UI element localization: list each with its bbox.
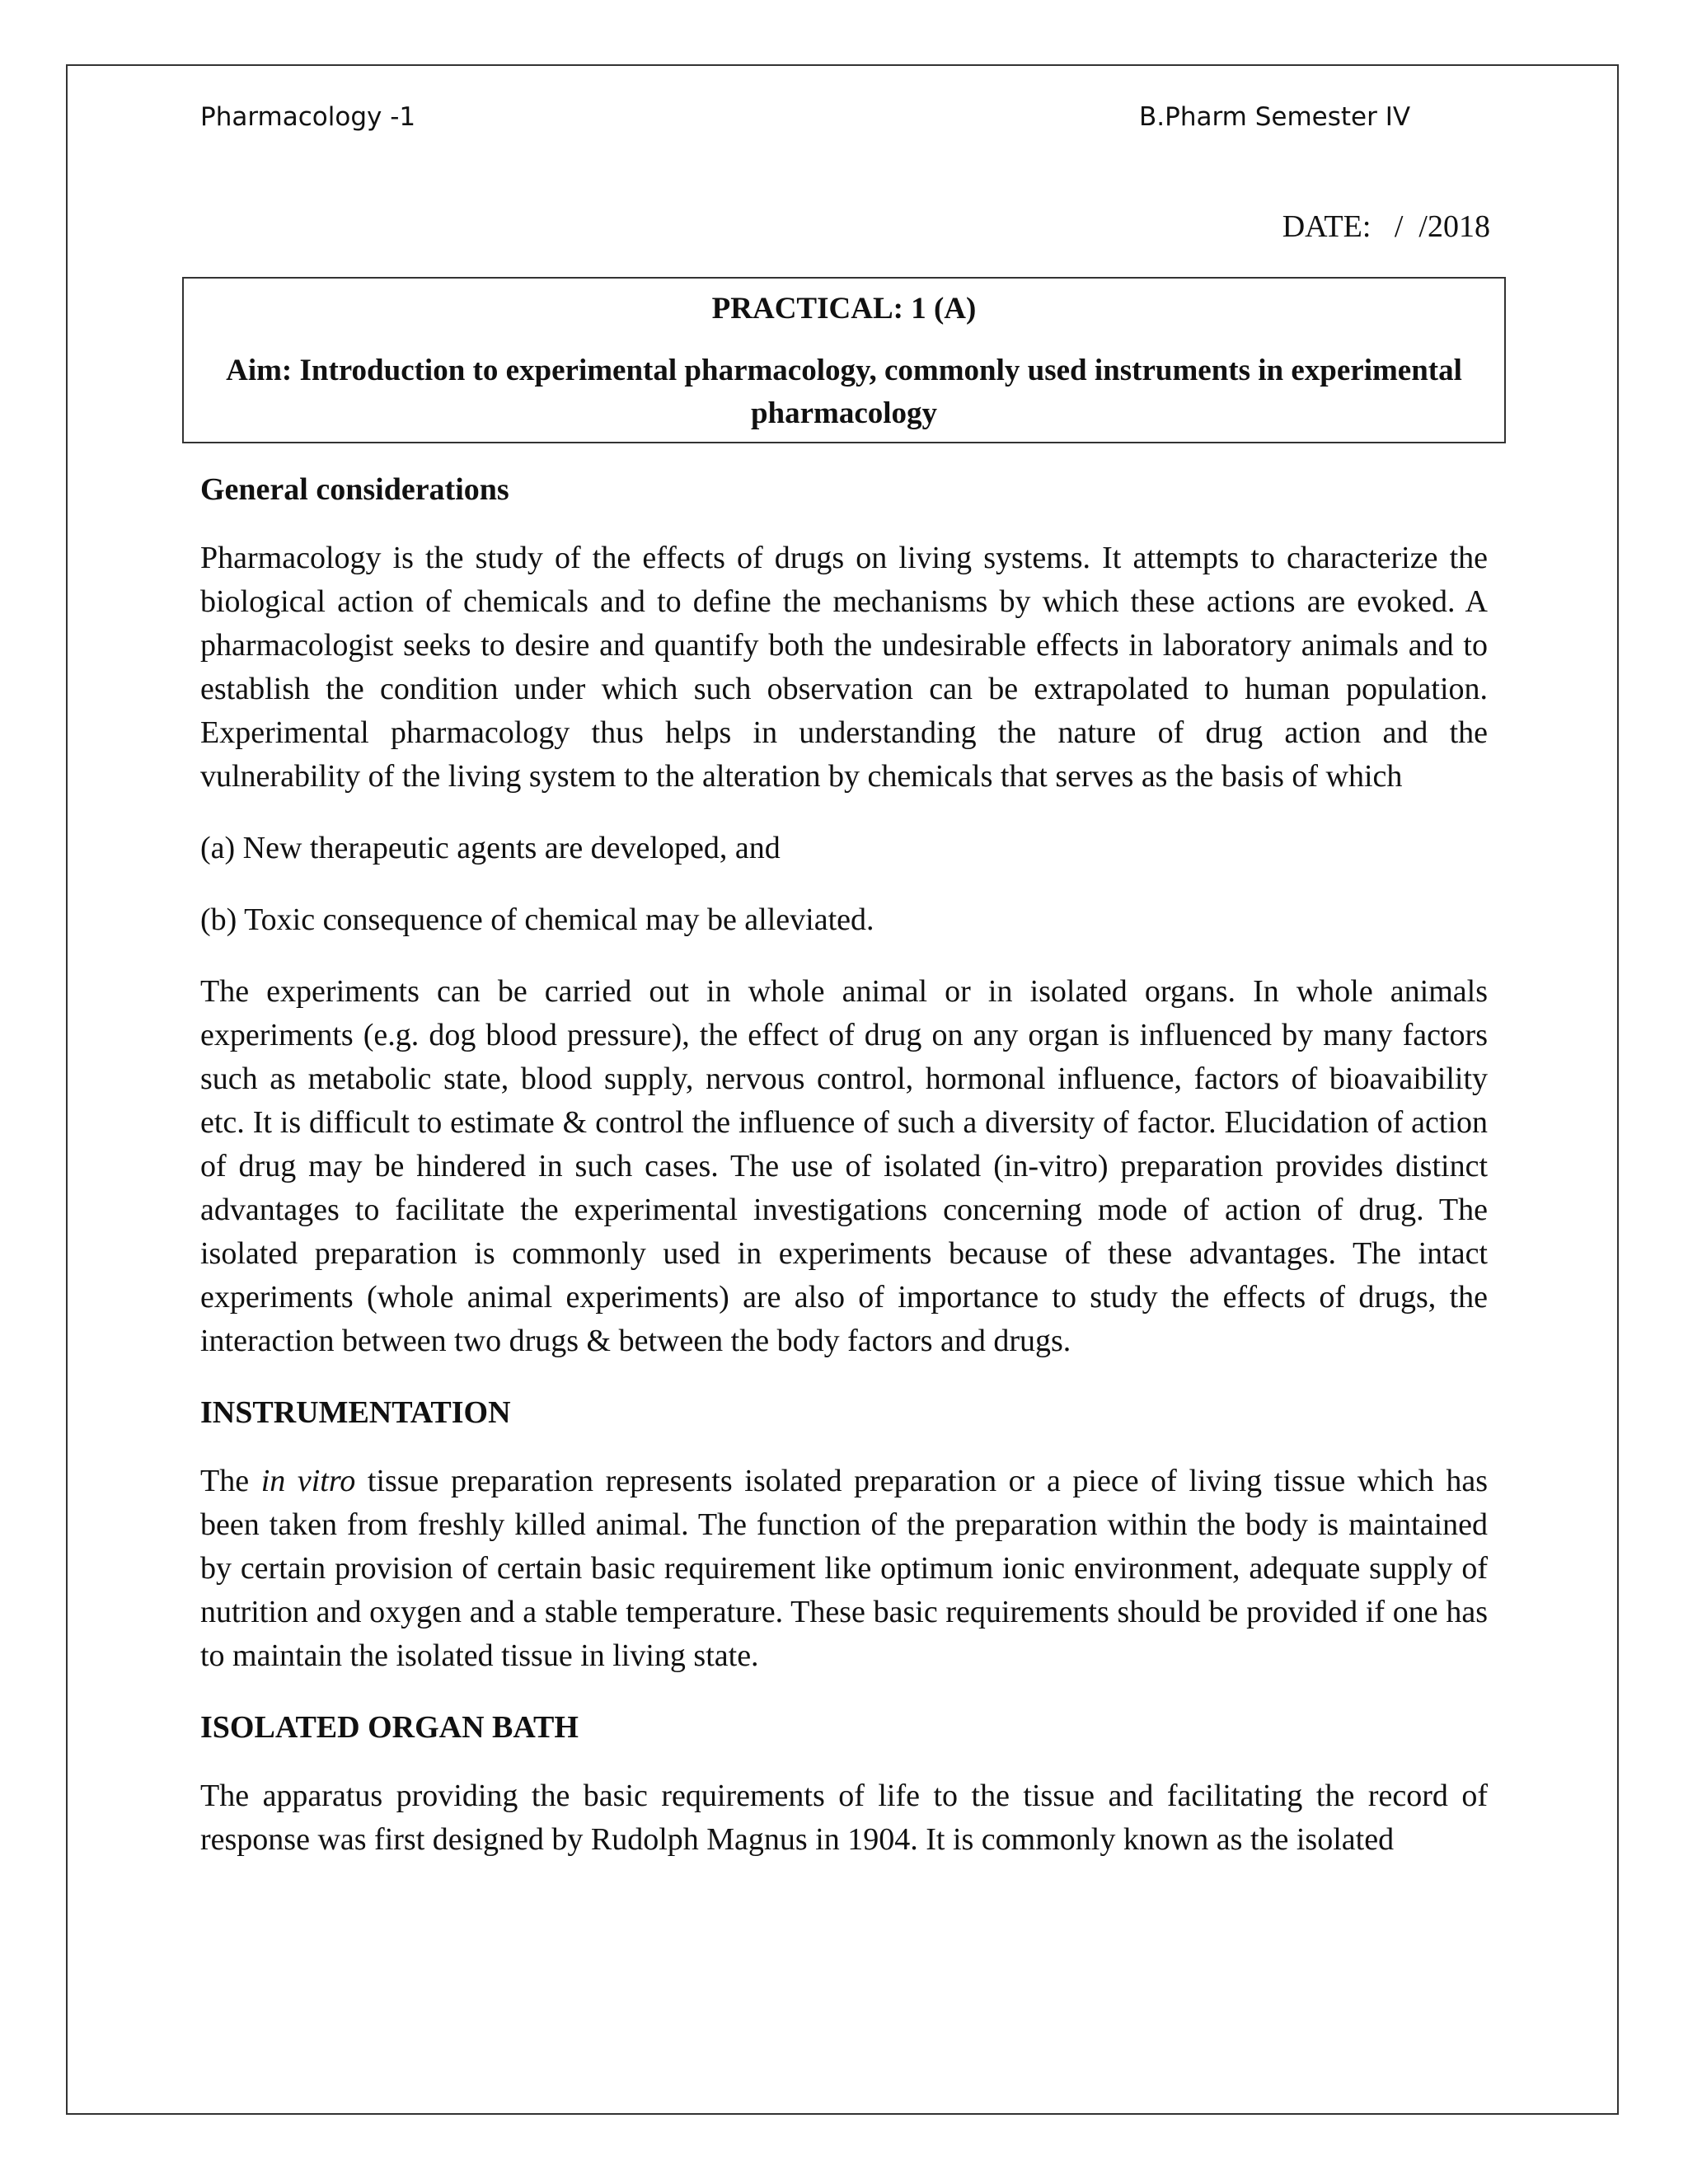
section-heading-instrumentation: INSTRUMENTATION <box>200 1395 511 1430</box>
header-course-title: Pharmacology -1 <box>200 102 416 132</box>
practical-number: PRACTICAL: 1 (A) <box>711 292 977 326</box>
instrumentation-text-start: The <box>200 1464 261 1498</box>
practical-title-box <box>182 277 1506 443</box>
paragraph-instrumentation <box>200 1460 1488 1678</box>
paragraph-general: Pharmacology is the study of the effects of drugs on living systems. It attempts to characterize the biological action of chemicals and to define the mechanisms by which these actions are evoked. A pharmacologist seeks to desire and quantify both the undesirable effects in laboratory animals and to establish the condition under which such observation can be extrapolated to human population. Experimental pharmacology thus helps in understanding the nature of drug action and the vulnerability of the living system to the alteration by chemicals that serves as the basis of which <box>200 541 1488 794</box>
paragraph-experiments: The experiments can be carried out in whole animal or in isolated organs. In whole animals experiments (e.g. dog blood pressure), the effect of drug on any organ is influenced by many factors such as metabolic state, blood supply, nervous control, hormonal influence, factors of bioavaibility etc. It is difficult to estimate & control the influence of such a diversity of factor. Elucidation of action of drug may be hindered in such cases. The use of isolated (in-vitro) preparation provides distinct advantages to facilitate the experimental investigations concerning mode of action of drug. The isolated preparation is commonly used in experiments because of these advantages. The intact experiments (whole animal experiments) are also of importance to study the effects of drugs, the interaction between two drugs & between the body factors and drugs. <box>200 974 1488 1358</box>
list-item-b: (b) Toxic consequence of chemical may be alleviated. <box>200 902 874 937</box>
header-semester: B.Pharm Semester IV <box>1139 102 1411 132</box>
paragraph-organ-bath: The apparatus providing the basic requirements of life to the tissue and facilitating the record of response was first designed by Rudolph Magnus in 1904. It is commonly known as the isolated <box>200 1779 1488 1857</box>
section-heading-general: General considerations <box>200 472 509 507</box>
instrumentation-text-rest: tissue preparation represents isolated preparation or a piece of living tissue which has been taken from freshly killed animal. The function of the preparation within the body is maintained by certain provision of certain basic requirement like optimum ionic environment, adequate supply of nutrition and oxygen and a stable temperature. These basic requirements should be provided if one has to maintain the isolated tissue in living state. <box>200 1464 1489 1673</box>
date-line: DATE: / /2018 <box>1282 209 1490 244</box>
instrumentation-text-italic: in vitro <box>260 1464 356 1498</box>
practical-aim: Aim: Introduction to experimental pharmacology, commonly used instruments in experimental pharmacology <box>226 354 1462 430</box>
list-item-a: (a) New therapeutic agents are developed, and <box>200 831 781 865</box>
document-body <box>200 468 1488 1890</box>
section-heading-organ-bath: ISOLATED ORGAN BATH <box>200 1710 579 1745</box>
